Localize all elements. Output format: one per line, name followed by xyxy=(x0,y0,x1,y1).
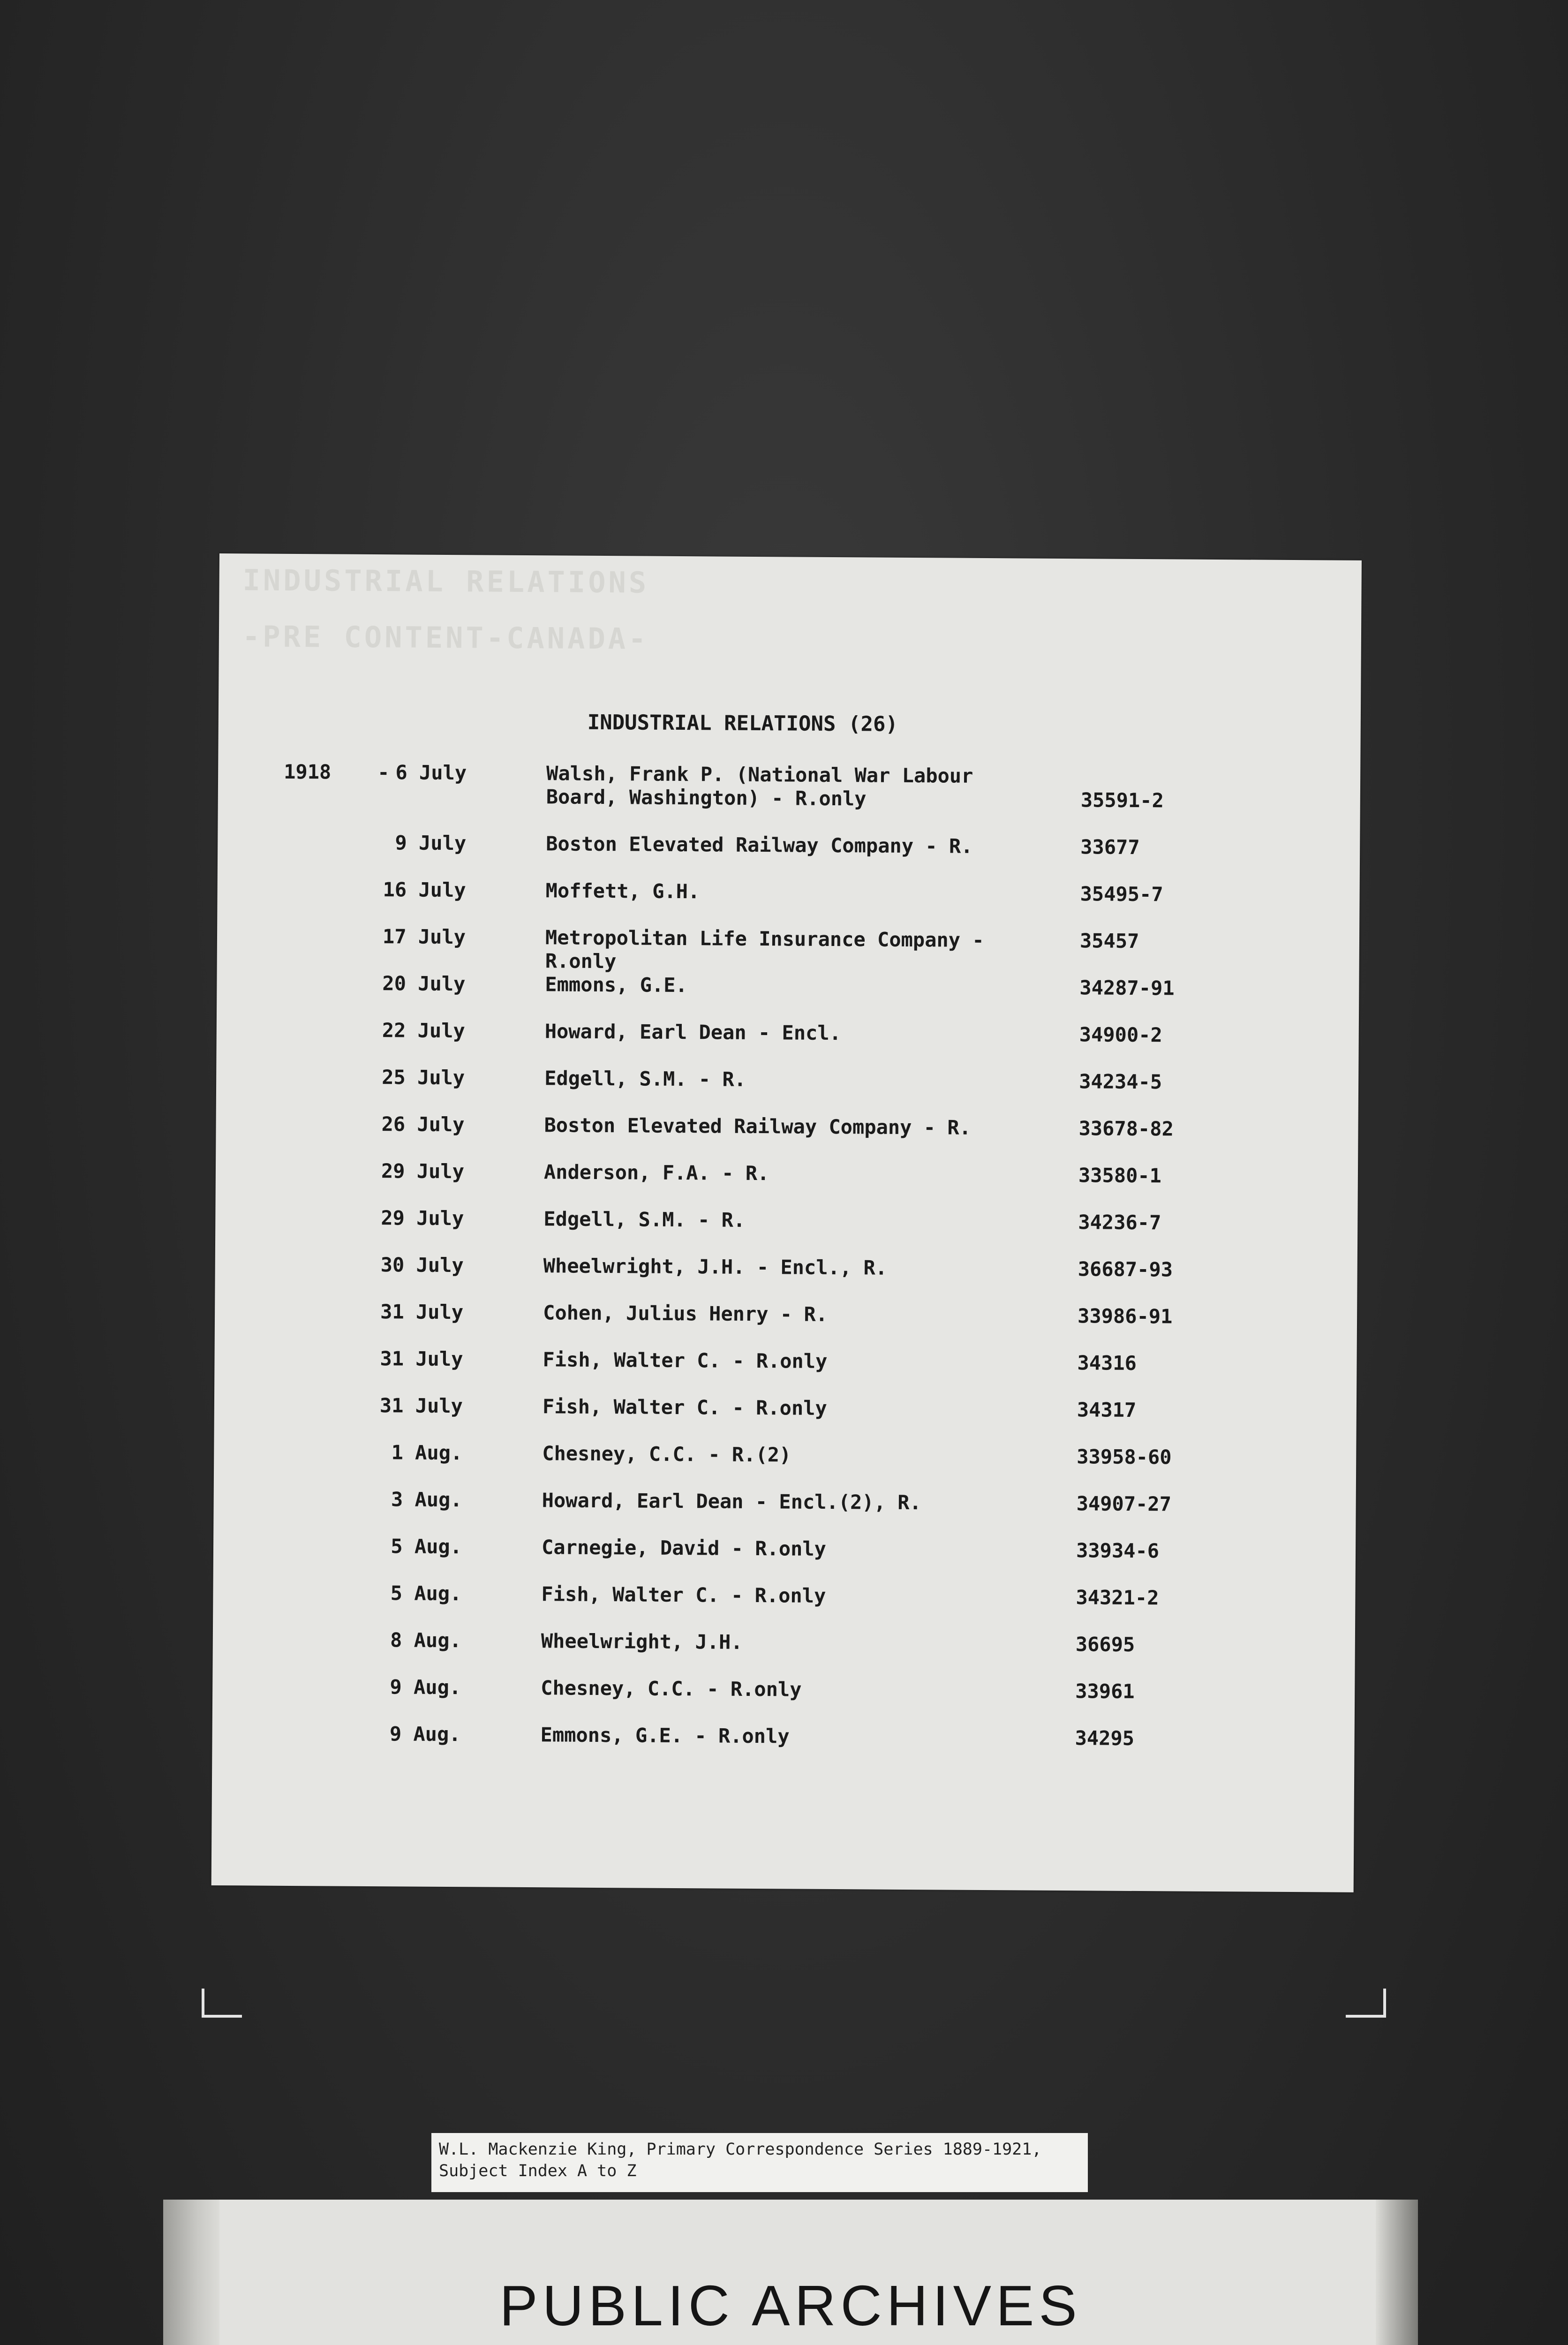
crop-mark-right xyxy=(1346,1989,1386,2018)
entry-subject: Boston Elevated Railway Company - R. xyxy=(544,1113,972,1139)
entry-date: 8 Aug. xyxy=(390,1628,462,1652)
index-entry xyxy=(217,877,1359,922)
index-entry xyxy=(214,1346,1357,1391)
entry-date: 29 July xyxy=(381,1159,465,1183)
entry-subject: Carnegie, David - R.only xyxy=(541,1536,827,1560)
entry-date: 3 Aug. xyxy=(391,1488,462,1512)
archives-card xyxy=(163,2200,1418,2345)
entry-date: 5 Aug. xyxy=(390,1581,462,1605)
entry-reference-number: 35495-7 xyxy=(1080,882,1163,906)
entry-date: 1 Aug. xyxy=(391,1441,463,1465)
entry-subject: Fish, Walter C. - R.only xyxy=(541,1582,826,1607)
entry-date: 17 July xyxy=(382,925,466,949)
entry-reference-number: 33958-60 xyxy=(1077,1445,1172,1469)
index-entry xyxy=(216,1158,1358,1203)
index-entry xyxy=(217,971,1359,1015)
entry-reference-number: 36695 xyxy=(1075,1633,1135,1656)
entry-subject: Cohen, Julius Henry - R. xyxy=(543,1301,828,1326)
entry-subject: Fish, Walter C. - R.only xyxy=(542,1395,827,1420)
index-entry xyxy=(213,1627,1355,1672)
index-entry xyxy=(217,924,1359,973)
entry-subject: Wheelwright, J.H. - Encl., R. xyxy=(543,1254,888,1279)
index-entry xyxy=(216,1112,1358,1156)
entry-subject: Moffett, G.H. xyxy=(545,879,700,903)
page-title: INDUSTRIAL RELATIONS (26) xyxy=(587,710,898,736)
entry-date: 31 July xyxy=(380,1347,463,1371)
entry-subject: Emmons, G.E. - R.only xyxy=(540,1723,790,1748)
entry-reference-number: 33961 xyxy=(1075,1679,1135,1703)
index-entry xyxy=(218,760,1360,812)
index-page xyxy=(211,553,1362,1892)
index-entry xyxy=(215,1205,1357,1250)
entry-date: 22 July xyxy=(382,1019,465,1043)
entry-reference-number: 33678-82 xyxy=(1078,1117,1174,1141)
entry-date: 6 July xyxy=(395,761,467,785)
entry-date: 26 July xyxy=(381,1112,465,1136)
archives-line-english: PUBLIC ARCHIVES xyxy=(499,2274,1082,2337)
entry-date: 31 July xyxy=(379,1394,463,1418)
bleed-through-text-2: -PRE CONTENT-CANADA- xyxy=(242,619,649,656)
entry-reference-number: 34317 xyxy=(1077,1398,1137,1422)
entry-subject: Edgell, S.M. - R. xyxy=(543,1207,746,1232)
entry-date: 29 July xyxy=(381,1206,464,1230)
entry-date: 30 July xyxy=(380,1253,464,1277)
entry-reference-number: 33986-91 xyxy=(1077,1304,1173,1328)
entry-date: 16 July xyxy=(383,878,466,902)
entry-reference-number: 34900-2 xyxy=(1079,1023,1162,1047)
crop-mark-left xyxy=(202,1989,242,2018)
entry-subject: Walsh, Frank P. (National War Labour Board, Washington) - R.only xyxy=(546,762,973,810)
entry-reference-number: 36687-93 xyxy=(1078,1257,1173,1281)
index-entry xyxy=(213,1487,1356,1531)
entry-reference-number: 33580-1 xyxy=(1078,1164,1162,1188)
entry-date: 20 July xyxy=(382,972,466,996)
entry-reference-number: 34907-27 xyxy=(1076,1492,1172,1516)
year-dash: - xyxy=(377,761,390,784)
entry-reference-number: 34321-2 xyxy=(1076,1586,1159,1610)
entry-date: 5 Aug. xyxy=(391,1535,462,1558)
index-entry xyxy=(218,830,1360,875)
index-entry xyxy=(215,1299,1357,1344)
entry-reference-number: 34295 xyxy=(1075,1726,1135,1750)
entry-subject: Chesney, C.C. - R.only xyxy=(541,1676,802,1701)
entry-subject: Wheelwright, J.H. xyxy=(541,1629,743,1654)
entry-subject: Anderson, F.A. - R. xyxy=(543,1160,769,1185)
entry-subject: Fish, Walter C. - R.only xyxy=(543,1348,828,1373)
index-entry xyxy=(213,1581,1355,1625)
entry-reference-number: 35591-2 xyxy=(1080,788,1164,812)
series-caption: W.L. Mackenzie King, Primary Correspondence Series 1889-1921, Subject Index A to Z xyxy=(431,2133,1088,2192)
entry-subject: Edgell, S.M. - R. xyxy=(544,1067,746,1091)
entry-subject: Emmons, G.E. xyxy=(545,973,687,997)
index-entry xyxy=(215,1252,1357,1297)
entry-date: 31 July xyxy=(380,1300,464,1324)
entry-date: 9 Aug. xyxy=(390,1675,461,1699)
entry-reference-number: 34236-7 xyxy=(1078,1210,1161,1234)
entry-reference-number: 34287-91 xyxy=(1079,976,1175,1000)
entry-date: 9 July xyxy=(395,831,467,855)
index-entry xyxy=(214,1440,1356,1484)
entry-date: 9 Aug. xyxy=(389,1722,461,1746)
index-entry xyxy=(216,1018,1358,1062)
index-entry xyxy=(212,1674,1355,1719)
entry-date: 25 July xyxy=(382,1066,465,1089)
entry-subject: Howard, Earl Dean - Encl. xyxy=(544,1020,842,1045)
entry-reference-number: 33677 xyxy=(1080,835,1140,859)
entry-reference-number: 34234-5 xyxy=(1079,1070,1162,1094)
entry-subject: Metropolitan Life Insurance Company - R.only xyxy=(545,926,984,973)
index-entry xyxy=(213,1534,1356,1578)
entry-reference-number: 34316 xyxy=(1077,1351,1137,1375)
index-entry xyxy=(212,1721,1354,1766)
entry-subject: Boston Elevated Railway Company - R. xyxy=(546,832,973,858)
entry-year: 1918 xyxy=(284,760,332,784)
entry-subject: Chesney, C.C. - R.(2) xyxy=(542,1442,792,1467)
entry-reference-number: 35457 xyxy=(1079,929,1139,953)
index-entry xyxy=(216,1065,1358,1109)
entry-reference-number: 33934-6 xyxy=(1076,1539,1160,1563)
entry-subject: Howard, Earl Dean - Encl.(2), R. xyxy=(542,1489,921,1514)
index-entry xyxy=(214,1393,1357,1437)
bleed-through-text-1: INDUSTRIAL RELATIONS xyxy=(242,563,649,600)
